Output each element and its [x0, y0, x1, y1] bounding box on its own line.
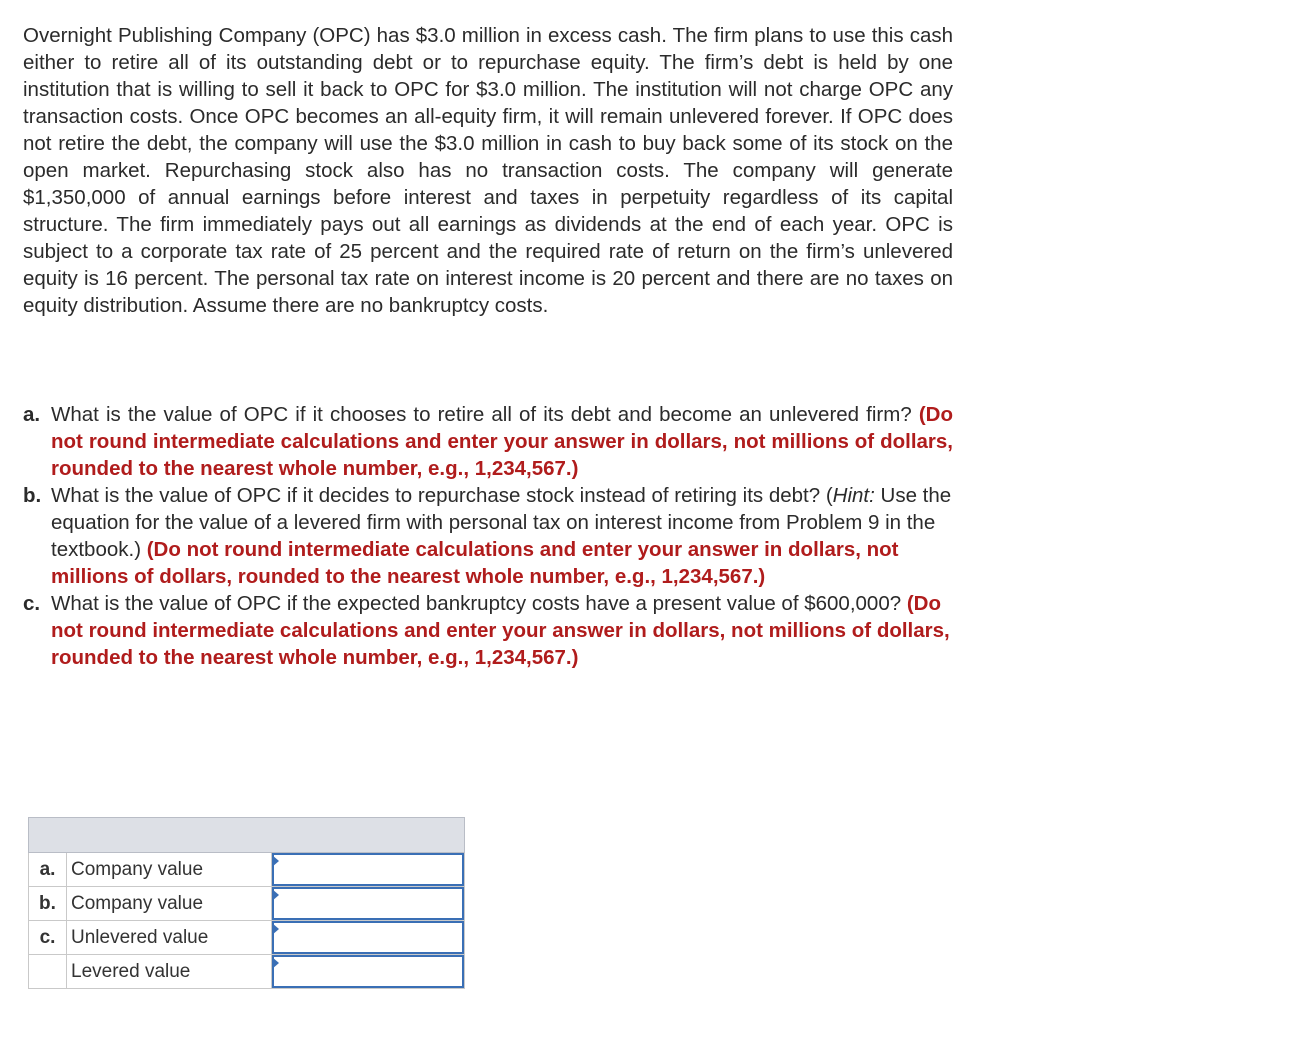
answer-cell: [272, 887, 465, 921]
row-label: Unlevered value: [67, 921, 272, 955]
answer-input-b-company-value[interactable]: [272, 887, 464, 920]
answer-row-c-levered: [29, 955, 465, 989]
question-text: What is the value of OPC if it chooses to retire all of its debt and become an unlevered firm?: [51, 403, 912, 426]
question-body: [51, 401, 953, 482]
question-b: [23, 482, 953, 590]
answer-row-b: [29, 887, 465, 921]
row-label: Company value: [67, 887, 272, 921]
hint-label: Hint:: [832, 484, 875, 507]
question-text-continued: Use the equation for the value of a levered firm with personal tax on interest income from Problem 9 in the textbook.): [51, 484, 952, 561]
question-letter: b.: [23, 484, 42, 507]
answer-input-c-levered-value[interactable]: [272, 955, 464, 988]
question-body: [51, 482, 953, 590]
question-letter: a.: [23, 403, 41, 426]
question-text: What is the value of OPC if it decides to repurchase stock instead of retiring its debt? (: [51, 484, 833, 507]
row-letter: [29, 955, 67, 989]
answer-row-c-unlevered: [29, 921, 465, 955]
question-instruction: (Do not round intermediate calculations and enter your answer in dollars, not millions of dollars, rounded to the nearest whole number, e.g., 1,234,567.): [51, 403, 953, 480]
answer-table: [28, 817, 465, 989]
row-letter: b.: [29, 887, 67, 921]
row-label: Company value: [67, 853, 272, 887]
answer-input-a-company-value[interactable]: [272, 853, 464, 886]
question-list: [23, 401, 953, 671]
row-label: Levered value: [67, 955, 272, 989]
row-letter: c.: [29, 921, 67, 955]
answer-row-a: [29, 853, 465, 887]
answer-cell: [272, 921, 465, 955]
answer-table-header: [29, 818, 465, 853]
problem-statement: Overnight Publishing Company (OPC) has $3.0 million in excess cash. The firm plans to use this cash either to retire all of its outstanding debt or to repurchase equity. The firm’s debt is held by one institution that is willing to sell it back to OPC for $3.0 million. The institution will not charge OPC any transaction costs. Once OPC becomes an all-equity firm, it will remain unlevered forever. If OPC does not retire the debt, the company will use the $3.0 million in cash to buy back some of its stock on the open market. Repurchasing stock also has no transaction costs. The company will generate $1,350,000 of annual earnings before interest and taxes in perpetuity regardless of its capital structure. The firm immediately pays out all earnings as dividends at the end of each year. OPC is subject to a corporate tax rate of 25 percent and the required rate of return on the firm’s unlevered equity is 16 percent. The personal tax rate on interest income is 20 percent and there are no taxes on equity distribution. Assume there are no bankruptcy costs.: [23, 24, 953, 317]
question-body: [51, 590, 953, 671]
answer-input-c-unlevered-value[interactable]: [272, 921, 464, 954]
question-letter: c.: [23, 592, 41, 615]
question-a: [23, 401, 953, 482]
question-text: What is the value of OPC if the expected bankruptcy costs have a present value of $600,000?: [51, 592, 902, 615]
answer-cell: [272, 853, 465, 887]
answer-table-header-cell: [29, 818, 465, 853]
question-instruction: (Do not round intermediate calculations and enter your answer in dollars, not millions of dollars, rounded to the nearest whole number, e.g., 1,234,567.): [51, 592, 950, 669]
question-c: [23, 590, 953, 671]
question-instruction: (Do not round intermediate calculations and enter your answer in dollars, not millions of dollars, rounded to the nearest whole number, e.g., 1,234,567.): [51, 538, 899, 588]
answer-cell: [272, 955, 465, 989]
row-letter: a.: [29, 853, 67, 887]
